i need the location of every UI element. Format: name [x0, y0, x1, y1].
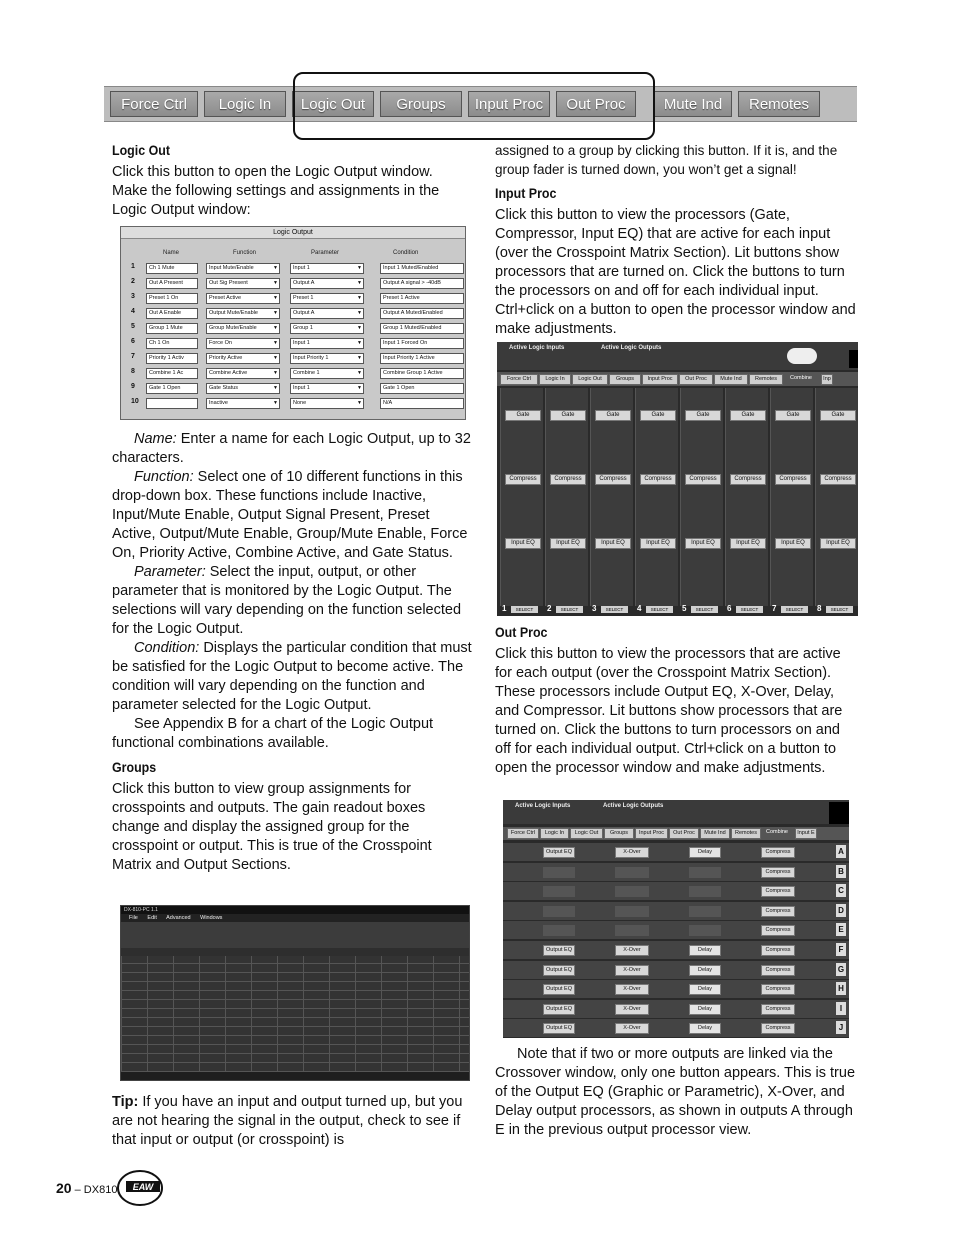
- delay-button[interactable]: Delay: [689, 945, 721, 956]
- parameter-select[interactable]: Input 1 ▼: [290, 383, 364, 394]
- output-processor-row: [503, 862, 849, 881]
- input-eq-button[interactable]: Input EQ: [820, 538, 856, 549]
- col-function: Function: [233, 250, 257, 256]
- input-eq-button[interactable]: Input EQ: [730, 538, 766, 549]
- channel-footer: [635, 604, 677, 616]
- tab-logic-in[interactable]: Logic In: [539, 374, 571, 385]
- out-proc-text: Click this button to view the processors that are active for each output (over the Crosspoint Matrix Section). These processors include Output EQ, X-Over, Delay, and Compressor. Lit buttons show processors that are turned on. Click the buttons to turn processors on and off for each individual output. Ctrl+click on a button to open the processor window and make adjustments.: [495, 646, 843, 776]
- name-field[interactable]: Priority 1 Activ: [146, 353, 198, 364]
- active-logic-inputs-label: Active Logic Inputs: [515, 803, 571, 809]
- output-eq-button[interactable]: Output EQ: [543, 945, 575, 956]
- input-eq-button[interactable]: Input EQ: [505, 538, 541, 549]
- svg-text:EAW: EAW: [132, 1182, 154, 1192]
- gate-button[interactable]: Gate: [505, 410, 541, 421]
- channel-number: 6: [727, 604, 732, 613]
- name-field[interactable]: Ch 1 Mute: [146, 263, 198, 274]
- eaw-logo: [787, 348, 817, 364]
- logic-output-row: [131, 398, 461, 409]
- channel-number: 3: [592, 604, 597, 613]
- channel-number: 2: [547, 604, 552, 613]
- xover-button[interactable]: X-Over: [615, 1023, 649, 1034]
- dx-crosspoint-grid: [121, 956, 469, 1072]
- compress-button[interactable]: Compress: [761, 847, 795, 858]
- logic-output-row: [131, 338, 461, 349]
- xover-button[interactable]: X-Over: [615, 1004, 649, 1015]
- note-block: [495, 1045, 857, 1140]
- name-field[interactable]: Out A Present: [146, 278, 198, 289]
- tab-force-ctrl[interactable]: Force Ctrl: [500, 374, 538, 385]
- channel-footer: [680, 604, 722, 616]
- gate-button[interactable]: Gate: [550, 410, 586, 421]
- output-processor-row: [503, 999, 849, 1018]
- channel-footer: [815, 604, 857, 616]
- gate-button[interactable]: Gate: [730, 410, 766, 421]
- logic-output-row: [131, 383, 461, 394]
- tab-inp[interactable]: Inp: [821, 374, 833, 385]
- function-select[interactable]: Group Mute/Enable ▼: [206, 323, 280, 334]
- row-number: 8: [131, 368, 135, 375]
- parameter-select[interactable]: Group 1 ▼: [290, 323, 364, 334]
- tab-logic-in[interactable]: Logic In: [540, 828, 569, 839]
- logic-out-intro: Click this button to open the Logic Output window. Make the following settings and assignments in the Logic Output window:: [112, 164, 440, 218]
- name-field[interactable]: Group 1 Mute: [146, 323, 198, 334]
- output-processor-row: [503, 960, 849, 979]
- parameter-select[interactable]: Output A ▼: [290, 308, 364, 319]
- delay-button[interactable]: Delay: [689, 1023, 721, 1034]
- condition-field: Output A Muted/Enabled: [380, 308, 464, 319]
- condition-field: Preset 1 Active: [380, 293, 464, 304]
- input-eq-button[interactable]: Input EQ: [685, 538, 721, 549]
- page-footer: 20 – DX810: [56, 1180, 118, 1196]
- logic-output-row: [131, 263, 461, 274]
- tab-input-proc[interactable]: Input Proc: [635, 828, 668, 839]
- logic-out-button[interactable]: Logic Out: [292, 91, 374, 117]
- dx-titlebar: DX-810-PC 1.1: [121, 906, 470, 914]
- compress-button[interactable]: Compress: [761, 1004, 795, 1015]
- gate-button[interactable]: Gate: [640, 410, 676, 421]
- compress-button[interactable]: Compress: [820, 474, 856, 485]
- input-eq-button[interactable]: Input EQ: [640, 538, 676, 549]
- output-letter: E: [836, 923, 846, 936]
- output-processor-row: [503, 940, 849, 959]
- tab-out-proc[interactable]: Out Proc: [669, 828, 699, 839]
- gate-button[interactable]: Gate: [775, 410, 811, 421]
- left-descriptions: Name: Enter a name for each Logic Output, up to 32 characters. Function: Select one of 10 different functions in this drop-down box. These functions include Inactive, Input/Mute Enable, Output Signal Present, Preset Active, Output/Mute Enable, Group/Mute Enable, Force On, Priority Active, Combine Active, and Gate Status. Parameter: Select the input, output, or other parameter that is monitored by the Logic Output. The selections will vary depending on the function selected for the Logic Output. Condition: Displays the particular condition that must be satisfied for the Logic Output to become active. The condition will vary depending on the function and parameter selected for the Logic Output. See Appendix B for a chart of the Logic Output functional combinations available. Groups Click this button to view group assignments for crosspoints and outputs. The gain readout boxes change and display the assigned group for the crosspoint or output. This is true of the Crosspoint Matrix and Output Sections.: [112, 431, 472, 873]
- delay-button[interactable]: Delay: [689, 847, 721, 858]
- col-name: Name: [163, 250, 180, 256]
- gate-button[interactable]: Gate: [685, 410, 721, 421]
- input-channel-strip: [815, 388, 858, 606]
- name-field[interactable]: Out A Enable: [146, 308, 198, 319]
- parameter-select[interactable]: Input Priority 1 ▼: [290, 353, 364, 364]
- condition-field: Output A signal > -40dB: [380, 278, 464, 289]
- input-eq-button[interactable]: Input EQ: [775, 538, 811, 549]
- row-number: 7: [131, 353, 135, 360]
- eaw-commercial-logo: [112, 1168, 172, 1208]
- function-select[interactable]: Priority Active ▼: [206, 353, 280, 364]
- input-eq-button[interactable]: Input EQ: [595, 538, 631, 549]
- highlight-callout: [293, 72, 655, 140]
- input-channel-strip: [680, 388, 723, 606]
- out-proc-screenshot: [503, 800, 849, 1038]
- groups-text: Click this button to view group assignments for crosspoints and outputs. The gain readout boxes change and display the assigned group for the crosspoint or output. This is true of the Crosspoint Matrix and Output Sections.: [112, 781, 432, 873]
- row-number: 10: [131, 398, 139, 405]
- logic-output-window: [120, 226, 466, 420]
- compress-button[interactable]: Compress: [640, 474, 676, 485]
- channel-footer: [770, 604, 812, 616]
- output-letter: C: [836, 884, 846, 897]
- output-letter: A: [836, 845, 846, 858]
- input-eq-button[interactable]: Input EQ: [550, 538, 586, 549]
- row-number: 5: [131, 323, 135, 330]
- tab-force-ctrl[interactable]: Force Ctrl: [507, 828, 539, 839]
- compress-button[interactable]: Compress: [761, 965, 795, 976]
- tab-mute-ind[interactable]: Mute Ind: [700, 828, 730, 839]
- select-button[interactable]: SELECT: [601, 606, 628, 613]
- gate-button[interactable]: Gate: [595, 410, 631, 421]
- delay-button[interactable]: Delay: [689, 1004, 721, 1015]
- delay-button[interactable]: Delay: [689, 984, 721, 995]
- row-number: 3: [131, 293, 135, 300]
- row-number: 4: [131, 308, 135, 315]
- out-proc-button[interactable]: Out Proc: [556, 91, 636, 117]
- tab-combine[interactable]: Combine: [762, 828, 792, 837]
- menu-edit[interactable]: Edit: [147, 915, 157, 921]
- input-channel-strip: [590, 388, 633, 606]
- output-processor-row: [503, 920, 849, 939]
- active-logic-outputs-label: Active Logic Outputs: [601, 345, 662, 351]
- row-number: 6: [131, 338, 135, 345]
- force-ctrl-button[interactable]: Force Ctrl: [110, 91, 198, 117]
- tab-input-proc[interactable]: Input Proc: [642, 374, 678, 385]
- compress-button[interactable]: Compress: [761, 906, 795, 917]
- input-proc-screenshot: [497, 342, 858, 616]
- output-processor-row: [503, 979, 849, 998]
- parameter-select[interactable]: Preset 1 ▼: [290, 293, 364, 304]
- menu-file[interactable]: File: [129, 915, 138, 921]
- condition-field: Combine Group 1 Active: [380, 368, 464, 379]
- col-parameter: Parameter: [311, 250, 340, 256]
- logic-output-row: [131, 278, 461, 289]
- input-proc-button[interactable]: Input Proc: [468, 91, 550, 117]
- function-select[interactable]: Out Sig Present ▼: [206, 278, 280, 289]
- logic-in-button[interactable]: Logic In: [204, 91, 286, 117]
- right-column-top: [495, 141, 857, 339]
- select-button[interactable]: SELECT: [691, 606, 718, 613]
- row-number: 1: [131, 263, 135, 270]
- row-number: 2: [131, 278, 135, 285]
- input-channel-strip: [770, 388, 813, 606]
- left-column: [112, 141, 472, 220]
- tab-mute-ind[interactable]: Mute Ind: [714, 374, 748, 385]
- output-processor-row: [503, 881, 849, 900]
- input-channel-strip: [725, 388, 768, 606]
- groups-button[interactable]: Groups: [380, 91, 462, 117]
- name-field[interactable]: Gate 1 Open: [146, 383, 198, 394]
- dx-menubar: [121, 914, 470, 922]
- input-proc-heading: Input Proc: [495, 186, 557, 201]
- condition-field: Gate 1 Open: [380, 383, 464, 394]
- logic-output-row: [131, 293, 461, 304]
- out-proc-heading: Out Proc: [495, 625, 548, 640]
- output-letter: D: [836, 904, 846, 917]
- input-proc-text: Click this button to view the processors (Gate, Compressor, Input EQ) that are active for each input (over the Crosspoint Matrix Section). Lit buttons show processors that are turned on. Click the buttons to turn the processors on and off for each individual input. Ctrl+click on a button to open the processor window and make adjustments.: [495, 207, 856, 337]
- output-processor-row: [503, 842, 849, 861]
- output-eq-button[interactable]: Output EQ: [543, 1023, 575, 1034]
- condition-field: Input 1 Forced On: [380, 338, 464, 349]
- compress-button[interactable]: Compress: [761, 886, 795, 897]
- name-field[interactable]: Combine 1 Ac: [146, 368, 198, 379]
- output-letter: G: [837, 964, 845, 974]
- name-field[interactable]: [146, 398, 198, 409]
- input-channel-strip: [635, 388, 678, 606]
- function-select[interactable]: Output Mute/Enable ▼: [206, 308, 280, 319]
- channel-number: 5: [682, 604, 687, 613]
- select-button[interactable]: SELECT: [511, 606, 538, 613]
- parameter-select[interactable]: Combine 1 ▼: [290, 368, 364, 379]
- output-letter: H: [836, 982, 846, 995]
- parameter-select[interactable]: Input 1 ▼: [290, 263, 364, 274]
- logic-output-row: [131, 323, 461, 334]
- channel-footer: [545, 604, 587, 616]
- dx810-window-screenshot: [120, 905, 470, 1081]
- window-title: Logic Output: [121, 227, 465, 239]
- menu-windows[interactable]: Windows: [200, 915, 223, 921]
- function-select[interactable]: Combine Active ▼: [206, 368, 280, 379]
- row-number: 9: [131, 383, 135, 390]
- xover-button[interactable]: X-Over: [615, 847, 649, 858]
- tip-block: Tip: If you have an input and output turned up, but you are not hearing the signal in the output, check to see if that input or output (or crosspoint) is: [112, 1094, 463, 1148]
- input-channel-strip: [545, 388, 588, 606]
- mute-ind-button[interactable]: Mute Ind: [654, 91, 732, 117]
- condition-field: Input 1 Muted/Enabled: [380, 263, 464, 274]
- compress-button[interactable]: Compress: [685, 474, 721, 485]
- select-button[interactable]: SELECT: [781, 606, 808, 613]
- logic-output-row: [131, 353, 461, 364]
- function-select[interactable]: Inactive ▼: [206, 398, 280, 409]
- output-letter: I: [836, 1002, 846, 1015]
- function-select[interactable]: Preset Active ▼: [206, 293, 280, 304]
- output-eq-button[interactable]: Output EQ: [543, 965, 575, 976]
- compress-button[interactable]: Compress: [595, 474, 631, 485]
- tab-remotes[interactable]: Remotes: [731, 828, 761, 839]
- name-field[interactable]: Ch 1 On: [146, 338, 198, 349]
- channel-number: 1: [502, 604, 507, 613]
- note-text: Note that if two or more outputs are linked via the Crossover window, only one button appears. This is true of the Output EQ (Graphic or Parametric), X-Over, and Delay output processors, as shown in outputs A through E in the previous output processor view.: [495, 1046, 856, 1138]
- groups-heading: Groups: [112, 760, 157, 775]
- groups-continued: assigned to a group by clicking this button. If it is, and the group fader is turned down, you won’t get a signal!: [495, 143, 838, 177]
- output-eq-button[interactable]: Output EQ: [543, 984, 575, 995]
- compress-button[interactable]: Compress: [550, 474, 586, 485]
- compress-button[interactable]: Compress: [775, 474, 811, 485]
- function-select[interactable]: Force On ▼: [206, 338, 280, 349]
- output-letter: F: [836, 943, 846, 956]
- parameter-select[interactable]: None ▼: [290, 398, 364, 409]
- condition-field: N/A: [380, 398, 464, 409]
- output-processor-row: [503, 1018, 849, 1037]
- select-button[interactable]: SELECT: [826, 606, 853, 613]
- tab-combine[interactable]: Combine: [784, 374, 818, 383]
- input-channel-strip: [500, 388, 543, 606]
- xover-button[interactable]: X-Over: [615, 965, 649, 976]
- out-proc-block: [495, 623, 857, 778]
- function-select[interactable]: Input Mute/Enable ▼: [206, 263, 280, 274]
- compress-button[interactable]: Compress: [730, 474, 766, 485]
- output-eq-button[interactable]: Output EQ: [543, 847, 575, 858]
- condition-field: Group 1 Muted/Enabled: [380, 323, 464, 334]
- compress-button[interactable]: Compress: [761, 867, 795, 878]
- menu-advanced[interactable]: Advanced: [166, 915, 191, 921]
- xover-button[interactable]: X-Over: [615, 984, 649, 995]
- channel-footer: [725, 604, 767, 616]
- parameter-select[interactable]: Input 1 ▼: [290, 338, 364, 349]
- name-field[interactable]: Preset 1 On: [146, 293, 198, 304]
- compress-button[interactable]: Compress: [761, 1023, 795, 1034]
- xover-button[interactable]: X-Over: [615, 945, 649, 956]
- parameter-select[interactable]: Output A ▼: [290, 278, 364, 289]
- tab-remotes[interactable]: Remotes: [749, 374, 783, 385]
- compress-button[interactable]: Compress: [505, 474, 541, 485]
- condition-field: Input Priority 1 Active: [380, 353, 464, 364]
- select-button[interactable]: SELECT: [736, 606, 763, 613]
- tab-groups[interactable]: Groups: [604, 828, 634, 839]
- delay-button[interactable]: Delay: [689, 965, 721, 976]
- tab-input-e[interactable]: Input E: [795, 828, 817, 839]
- col-condition: Condition: [393, 250, 419, 256]
- logic-output-row: [131, 368, 461, 379]
- function-select[interactable]: Gate Status ▼: [206, 383, 280, 394]
- logic-output-row: [131, 308, 461, 319]
- output-eq-button[interactable]: Output EQ: [543, 1004, 575, 1015]
- channel-footer: [500, 604, 542, 616]
- active-logic-outputs-label: Active Logic Outputs: [603, 803, 664, 809]
- channel-number: 7: [772, 604, 777, 613]
- logic-out-heading: Logic Out: [112, 143, 170, 158]
- compress-button[interactable]: Compress: [761, 925, 795, 936]
- channel-number: 4: [637, 604, 642, 613]
- gate-button[interactable]: Gate: [820, 410, 856, 421]
- output-letter: B: [836, 865, 846, 878]
- remotes-button[interactable]: Remotes: [738, 91, 820, 117]
- tab-logic-out[interactable]: Logic Out: [570, 828, 603, 839]
- compress-button[interactable]: Compress: [761, 984, 795, 995]
- channel-footer: [590, 604, 632, 616]
- output-letter: J: [836, 1021, 846, 1034]
- tab-groups[interactable]: Groups: [609, 374, 641, 385]
- select-button[interactable]: SELECT: [646, 606, 673, 613]
- output-processor-row: [503, 901, 849, 920]
- compress-button[interactable]: Compress: [761, 945, 795, 956]
- tab-logic-out[interactable]: Logic Out: [572, 374, 608, 385]
- select-button[interactable]: SELECT: [556, 606, 583, 613]
- tab-out-proc[interactable]: Out Proc: [679, 374, 713, 385]
- active-logic-inputs-label: Active Logic Inputs: [509, 345, 565, 351]
- channel-number: 8: [817, 604, 822, 613]
